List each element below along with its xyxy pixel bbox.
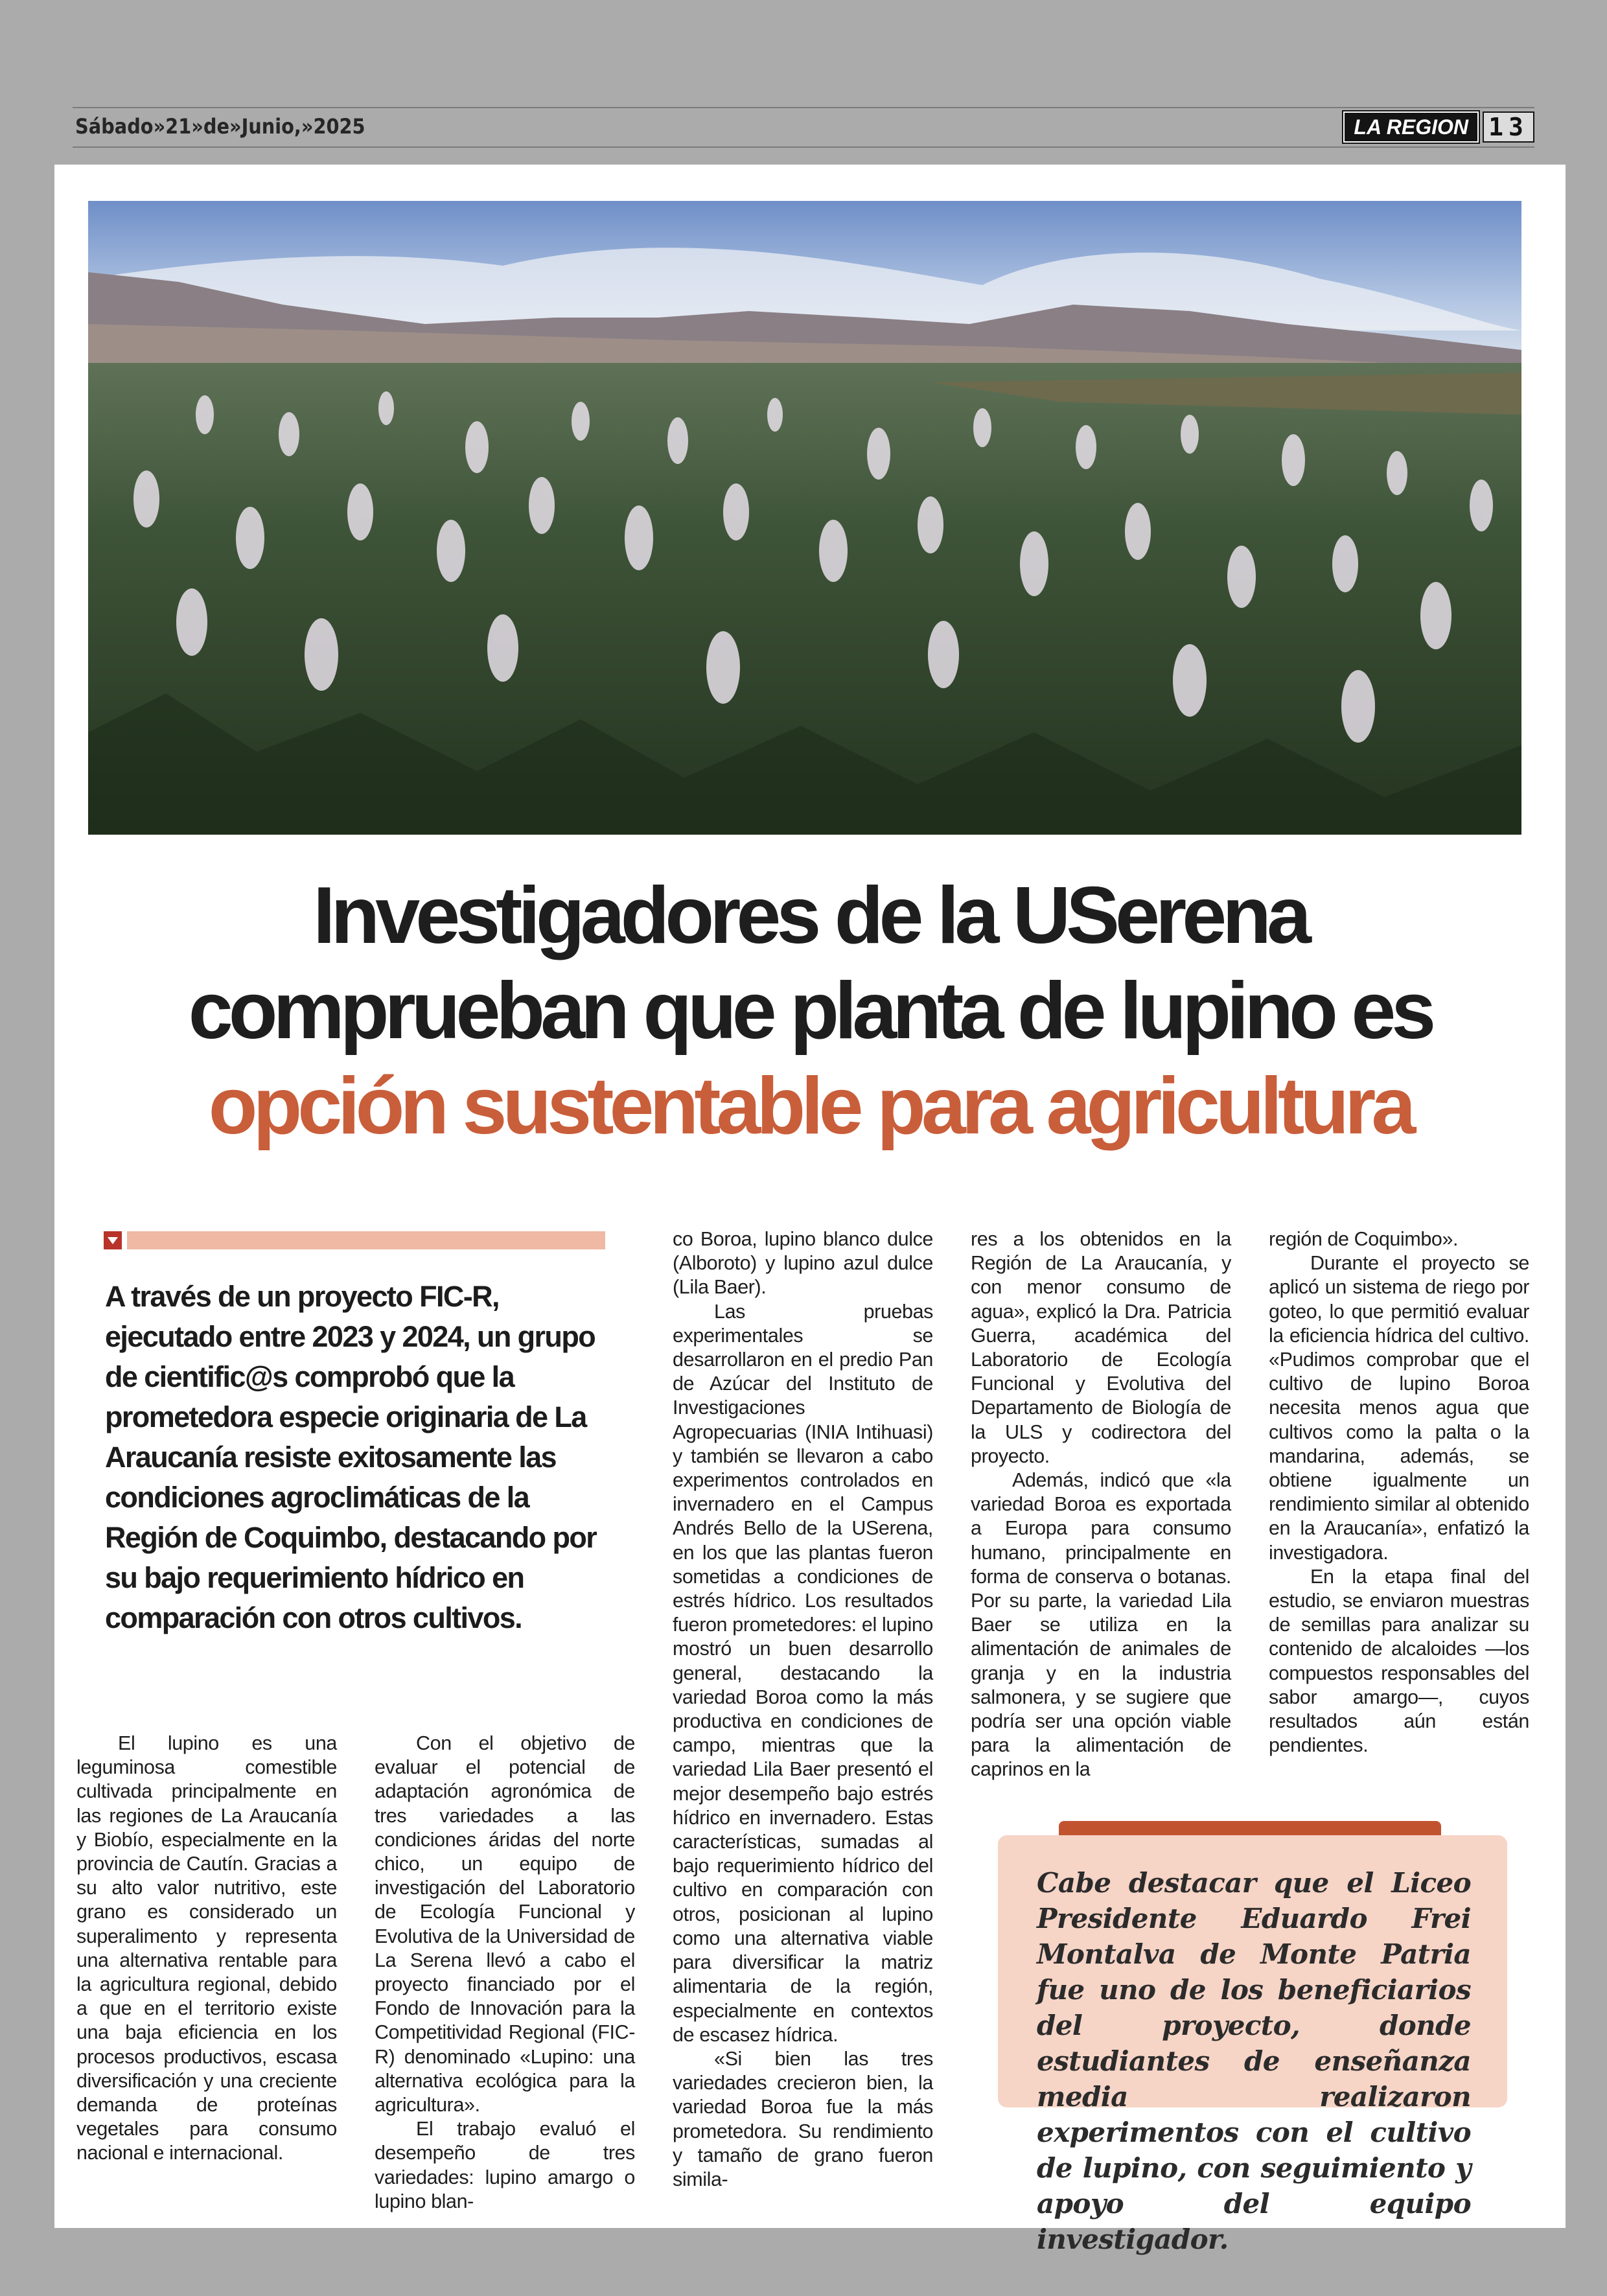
paragraph: En la etapa final del estudio, se enviaron muestras de semillas para analizar su contenido de alcaloides —los compuestos responsables del sabor amargo—, cuyos resultados aún están pendientes. <box>1269 1565 1529 1757</box>
paragraph: región de Coquimbo». <box>1269 1228 1459 1250</box>
body-column-3 <box>673 1227 933 2192</box>
body-column-2 <box>375 1732 635 2214</box>
header-top-rule <box>73 107 1534 108</box>
page-number: 13 <box>1483 111 1534 143</box>
article-sheet <box>54 165 1566 2255</box>
paragraph: «Si bien las tres variedades crecieron bien, la variedad Boroa fue la más prometedora. Su rendimiento y tamaño de grano fueron simila- <box>673 2047 933 2190</box>
publication-date: Sábado»21»de»Junio,»2025 <box>75 114 365 139</box>
deck-rule <box>104 1231 605 1249</box>
lupine-field-image <box>88 201 1521 835</box>
lupine-field-photo <box>88 201 1521 835</box>
body-column-1 <box>76 1732 337 2166</box>
masthead <box>1343 111 1534 143</box>
highlight-box-text: Cabe destacar que el Liceo Presidente Eduardo Frei Montalva de Monte Patria fue uno de los beneficiarios del proyecto, donde estudiantes de enseñanza media realizaron experimentos con el cultivo de lupino, con seguimiento y apoyo del equipo investigador. <box>1037 1867 1471 2255</box>
highlight-box <box>998 1835 1507 2255</box>
headline-line-3: opción sustentable para agricultura <box>208 1061 1412 1151</box>
paragraph: El lupino es una leguminosa comestible cultivada principalmente en las regiones de La Araucanía y Biobío, especialmente en la provincia de Cautín. Gracias a su alto valor nutritivo, este grano es considerado un superalimento y representa una alternativa rentable para la agricultura regional, debido a que en el territorio existe una baja eficiencia en los procesos productivos, escasa diversificación y una creciente demanda de proteínas vegetales para consumo nacional e internacional. <box>76 1732 337 2164</box>
body-column-4 <box>971 1227 1231 1782</box>
headline-line-1: Investigadores de la USerena <box>313 871 1307 960</box>
paragraph: co Boroa, lupino blanco dulce (Alboroto) y lupino azul dulce (Lila Baer). <box>673 1228 933 1299</box>
deck-rule-line <box>127 1231 605 1249</box>
newspaper-logo: LA REGION <box>1343 111 1479 143</box>
down-triangle-icon <box>104 1231 122 1249</box>
paragraph: El trabajo evaluó el desempeño de tres variedades: lupino amargo o lupino blan- <box>375 2118 635 2212</box>
paragraph: Con el objetivo de evaluar el potencial de adaptación agronómica de tres variedades a las condiciones áridas del norte chico, un equipo de investigación del Laboratorio de Ecología Funcional y Evolutiva de la Universidad de La Serena llevó a cabo el proyecto financiado por el Fondo de Innovación para la Competitividad Regional (FIC-R) denominado «Lupino: una alternativa ecológica para la agricultura». <box>375 1732 635 2116</box>
paragraph: res a los obtenidos en la Región de La Araucanía, y con menor consumo de agua», explicó la Dra. Patricia Guerra, académica del Laboratorio de Ecología Funcional y Evolutiva del Departamento de Biología de la ULS y codirectora del proyecto. <box>971 1228 1231 1467</box>
paragraph: Durante el proyecto se aplicó un sistema de riego por goteo, lo que permitió evaluar la eficiencia hídrica del cultivo. «Pudimos comprobar que el cultivo de lupino Boroa necesita menos agua que cultivos como la palta o la mandarina, además, se obtiene igualmente un rendimiento similar al obtenido en la Araucanía», enfatizó la investigadora. <box>1269 1252 1529 1564</box>
headline <box>54 868 1566 1154</box>
header-bottom-rule <box>73 146 1534 148</box>
headline-line-2: comprueban que planta de lupino es <box>188 966 1432 1056</box>
paragraph: Las pruebas experimentales se desarrollaron en el predio Pan de Azúcar del Instituto de Investigaciones Agropecuarias (INIA Intihuasi) y también se llevaron a cabo experimentos controlados en invernadero en el Campus Andrés Bello de la USerena, en los que las plantas fueron sometidas a condiciones de estrés hídrico. Los resultados fueron prometedores: el lupino mostró un buen desarrollo general, destacando la variedad Boroa como la más productiva en condiciones de campo, mientras que la variedad Lila Baer presentó el mejor desempeño bajo estrés hídrico en invernadero. Estas características, sumadas al bajo requerimiento hídrico del cultivo en comparación con otros, posicionan al lupino como una alternativa viable para diversificar la matriz alimentaria de la región, especialmente en contextos de escasez hídrica. <box>673 1300 933 2046</box>
paragraph: Además, indicó que «la variedad Boroa es exportada a Europa para consumo humano, principalmente en forma de conserva o botanas. Por su parte, la variedad Lila Baer se utiliza en la alimentación de animales de granja y en la industria salmonera, y se sugiere que podría ser una opción viable para la alimentación de caprinos en la <box>971 1469 1231 1781</box>
article-deck: A través de un proyecto FIC-R, ejecutado entre 2023 y 2024, un grupo de cientific@s comprobó que la prometedora especie originaria de La Araucanía resiste exitosamente las condiciones agroclimáticas de la Región de Coquimbo, destacando por su bajo requerimiento hídrico en comparación con otros cultivos. <box>105 1280 597 1634</box>
body-column-5 <box>1269 1227 1529 1757</box>
